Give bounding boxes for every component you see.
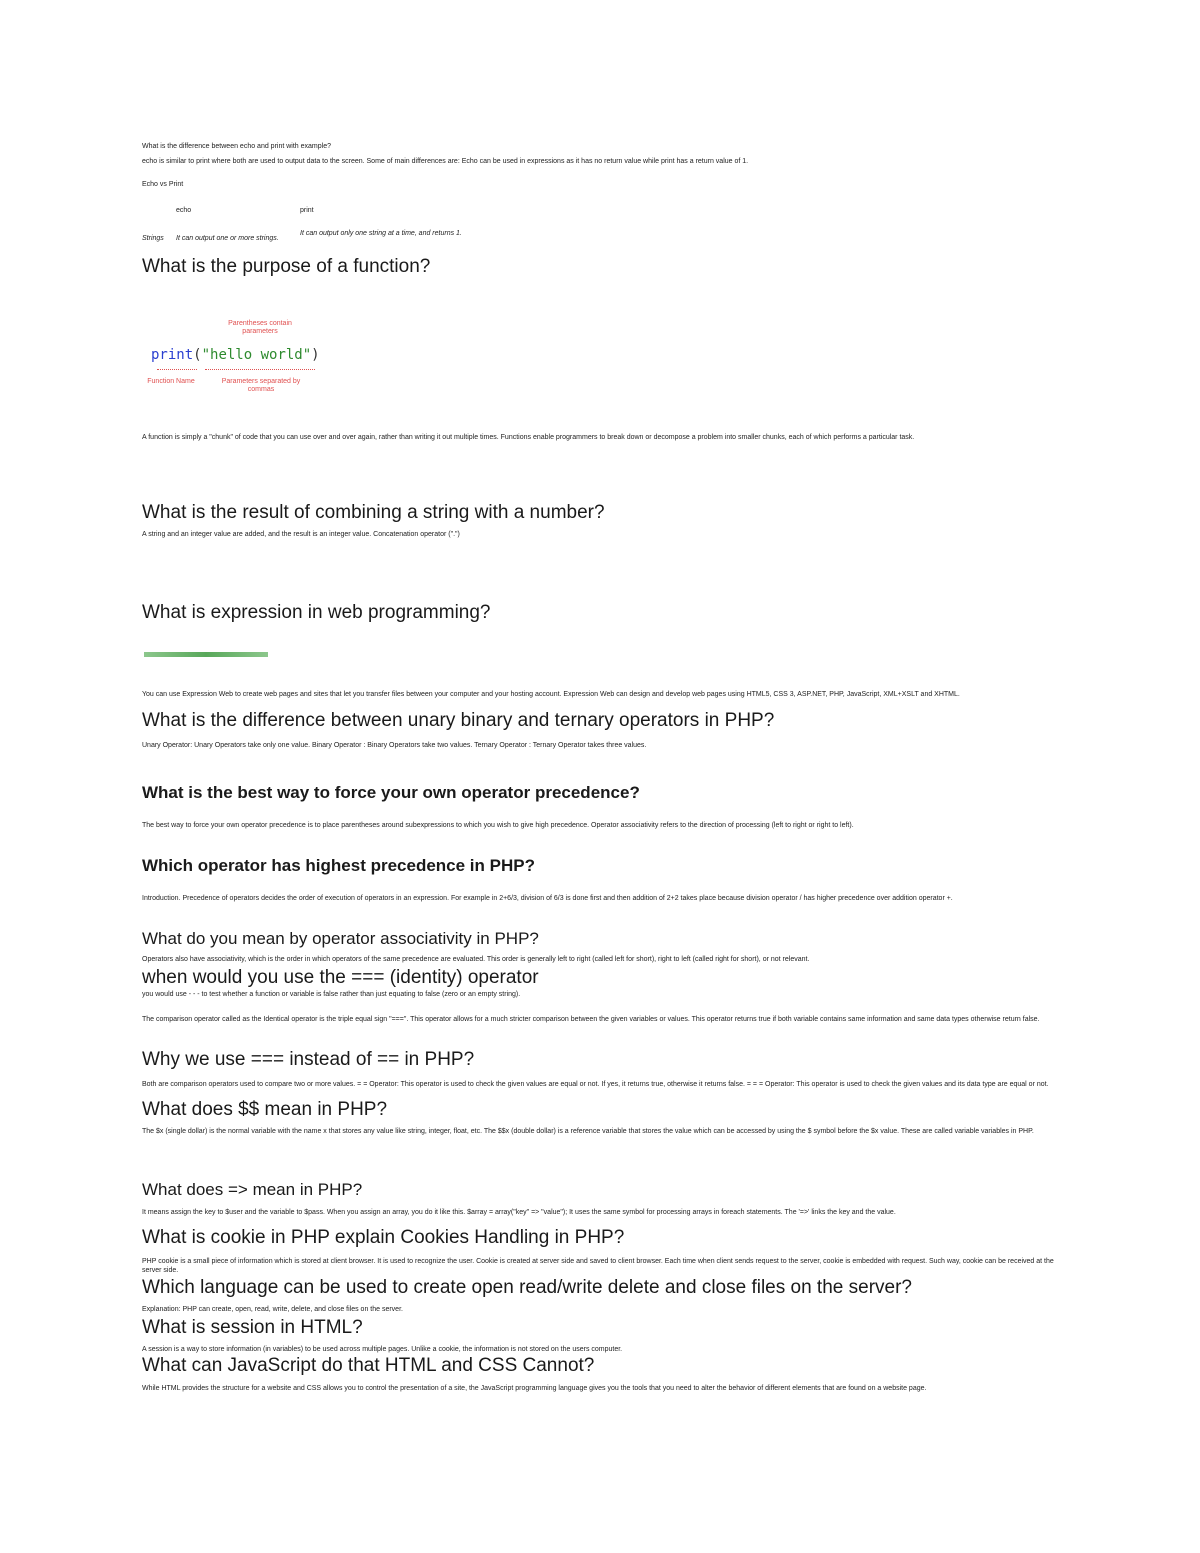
body-javascript: While HTML provides the structure for a website and CSS allows you to control the presentation of a site, the JavaScript programming language gives you the tools that you need to alter the behavior of different elements that are found on a website page. [142,1385,927,1392]
body-string-number: A string and an integer value are added, and the result is an integer value. Concatenation operator (".") [142,531,460,538]
body-triple-equals: Both are comparison operators used to compare two or more values. = = Operator: This operator is used to check the given values are equal or not. If yes, it returns true, otherwise it returns false. = = = Operator: This operator is used to check the given values and its data type are equal or not. [142,1081,1049,1088]
heading-triple-equals: Why we use === instead of == in PHP? [142,1049,475,1070]
intro-question: What is the difference between echo and print with example? [142,143,331,150]
code-func: print [151,347,194,363]
body-identity-operator: you would use - - - to test whether a function or variable is false rather than just equating to false (zero or an empty string). [142,991,521,998]
body-identity-operator-2: The comparison operator called as the Identical operator is the triple equal sign "===". This operator allows for a much stricter comparison between the given variables or values. This operator returns true if both variable contains same information and same data types otherwise return false. [142,1016,1040,1023]
table-header-echo: echo [176,207,192,214]
body-session: A session is a way to store information (in variables) to be used across multiple pages. Unlike a cookie, the information is not stored on the users computer. [142,1346,623,1353]
body-file-language: Explanation: PHP can create, open, read, write, delete, and close files on the server. [142,1306,403,1313]
heading-expression: What is expression in web programming? [142,602,491,623]
expression-image [144,652,268,657]
table-row-label: Strings [142,235,164,242]
intro-subtitle: Echo vs Print [142,181,184,188]
intro-answer: echo is similar to print where both are used to output data to the screen. Some of main differences are: Echo can be used in expressions as it has no return value while print has a return value of 1. [142,158,749,165]
label-parameters: Parameters separated by commas [221,378,301,393]
body-cookie: PHP cookie is a small piece of information which is stored at client browser. It is used to recognize the user. Cookie is created at server side and saved to client browser. Each time when client sends request to the server, cookie is embedded with request. Such way, cookie can be received at the server side. [142,1258,1054,1274]
heading-associativity: What do you mean by operator associativity in PHP? [142,929,539,948]
heading-arrow-operator: What does => mean in PHP? [142,1180,363,1199]
code-example [151,347,320,363]
heading-double-dollar: What does $$ mean in PHP? [142,1099,388,1120]
heading-file-language: Which language can be used to create open read/write delete and close files on the server? [142,1277,912,1298]
table-header-print: print [300,207,314,214]
heading-session: What is session in HTML? [142,1317,363,1338]
heading-highest-precedence: Which operator has highest precedence in PHP? [142,856,535,875]
function-diagram [145,318,335,402]
heading-identity-operator: when would you use the === (identity) operator [142,967,539,988]
body-function-purpose: A function is simply a "chunk" of code that you can use over and over again, rather than writing it out multiple times. Functions enable programmers to break down or decompose a problem into smaller chunks, each of which performs a particular task. [142,434,915,441]
code-string: "hello world" [201,347,312,363]
table-cell-echo: It can output one or more strings. [176,235,279,242]
label-parentheses: Parentheses contain parameters [228,320,292,335]
body-expression: You can use Expression Web to create web pages and sites that let you transfer files between your computer and your hosting account. Expression Web can design and develop web pages using HTML5, CSS 3, ASP.NET, PHP, JavaScript, XML+XSLT and XHTML. [142,691,960,698]
heading-force-precedence: What is the best way to force your own operator precedence? [142,783,640,802]
code-open-paren: ( [193,347,202,363]
label-function-name: Function Name [147,378,195,385]
body-double-dollar: The $x (single dollar) is the normal variable with the name x that stores any value like string, integer, float, etc. The $$x (double dollar) is a reference variable that stores the value which can be accessed by using the $ symbol before the $x value. These are called variable variables in PHP. [142,1128,1034,1135]
heading-string-number: What is the result of combining a string with a number? [142,502,605,523]
body-arrow-operator: It means assign the key to $user and the variable to $pass. When you assign an array, you do it like this. $array = array("key" => "value"); It uses the same symbol for processing arrays in foreach statements. The '=>' links the key and the value. [142,1209,896,1216]
func-underline [157,368,197,370]
heading-cookie: What is cookie in PHP explain Cookies Handling in PHP? [142,1227,625,1248]
body-force-precedence: The best way to force your own operator precedence is to place parentheses around subexpressions to which you wish to give high precedence. Operator associativity refers to the direction of processing (left to right or right to left). [142,822,854,829]
heading-unary-binary-ternary: What is the difference between unary binary and ternary operators in PHP? [142,710,775,731]
body-associativity: Operators also have associativity, which is the order in which operators of the same precedence are evaluated. This order is generally left to right (called left for short), right to left (called right for short), or not relevant. [142,956,810,963]
body-highest-precedence: Introduction. Precedence of operators decides the order of execution of operators in an expression. For example in 2+6/3, division of 6/3 is done first and then addition of 2+2 takes place because division operator / has higher precedence over addition operator +. [142,895,953,902]
body-unary-binary-ternary: Unary Operator: Unary Operators take only one value. Binary Operator : Binary Operators take two values. Ternary Operator : Ternary Operator takes three values. [142,742,647,749]
code-close-paren: ) [311,347,320,363]
heading-javascript: What can JavaScript do that HTML and CSS Cannot? [142,1355,595,1376]
heading-function-purpose: What is the purpose of a function? [142,256,431,277]
table-cell-print: It can output only one string at a time, and returns 1. [300,230,462,237]
param-underline [205,368,315,370]
